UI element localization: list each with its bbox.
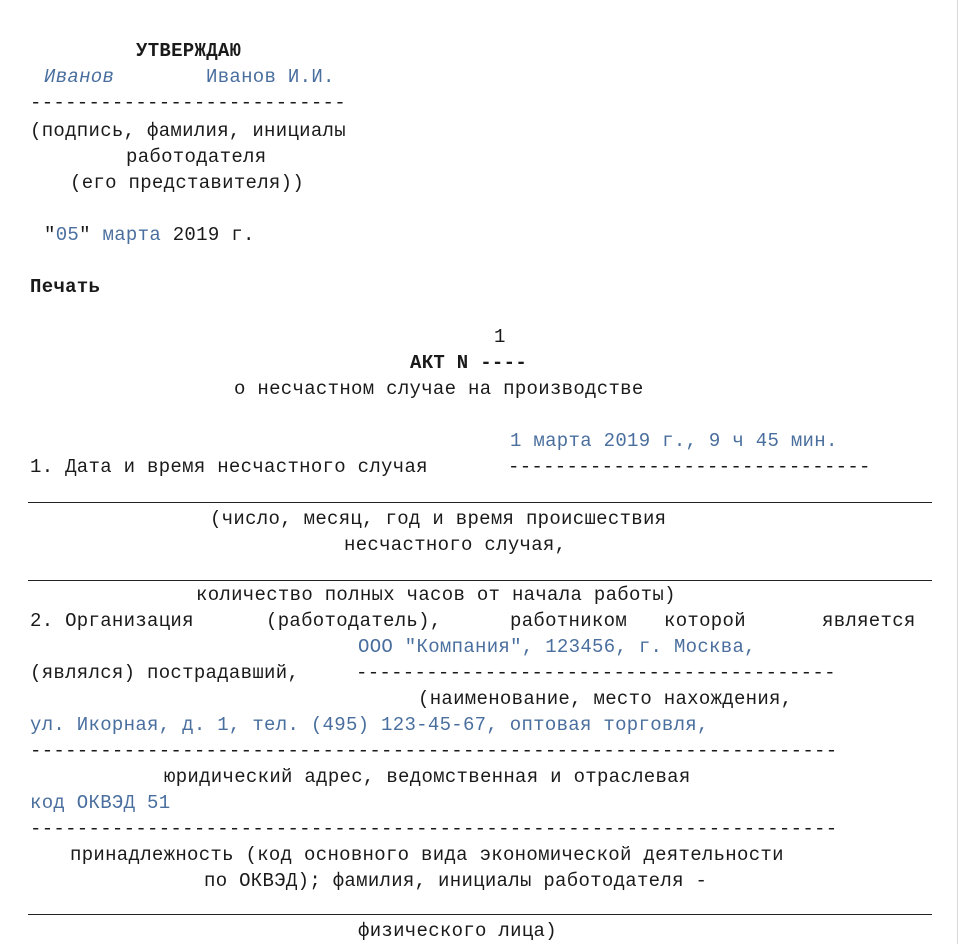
item2-label-word-5: является	[822, 610, 916, 632]
date-suffix: г.	[231, 224, 255, 246]
date-year: 2019	[172, 224, 220, 246]
item2-dashes-2: ---------------------------------------------------------------------	[30, 740, 838, 762]
act-title: АКТ N ----	[410, 352, 528, 374]
item2-rule	[28, 914, 932, 915]
approval-signature: Иванов	[44, 66, 115, 88]
approval-date	[44, 224, 255, 246]
date-close-quote: "	[79, 224, 91, 246]
approval-name: Иванов И.И.	[206, 66, 335, 88]
item2-dashes-3: ---------------------------------------------------------------------	[30, 818, 838, 840]
item2-label-word-3: работником	[510, 610, 628, 632]
item1-caption-line-2: несчастного случая,	[344, 534, 567, 556]
item1-rule-1	[28, 502, 932, 503]
item2-caption-line-3: принадлежность (код основного вида экономической деятельности	[70, 844, 784, 866]
item2-label-line-2: (являлся) пострадавший,	[30, 662, 300, 684]
item2-value-line-1: ООО "Компания", 123456, г. Москва,	[358, 636, 756, 658]
date-open-quote: "	[44, 224, 56, 246]
item2-label-word-1: 2. Организация	[30, 610, 194, 632]
item2-caption-line-5: физического лица)	[358, 920, 557, 942]
item1-rule-2	[28, 580, 932, 581]
item1-caption-line-1: (число, месяц, год и время происшествия	[210, 508, 667, 530]
date-day: 05	[55, 224, 80, 246]
act-form-number: 1	[494, 326, 506, 348]
approval-caption-line-1: (подпись, фамилия, инициалы	[30, 120, 346, 142]
item2-value-line-3: код ОКВЭД 51	[30, 792, 171, 814]
approval-caption-line-3: (его представителя))	[70, 172, 305, 194]
item2-value-line-2: ул. Икорная, д. 1, тел. (495) 123-45-67, оптовая торговля,	[30, 714, 709, 736]
approval-title: УТВЕРЖДАЮ	[136, 40, 242, 62]
stamp-label: Печать	[30, 276, 101, 298]
item1-caption-line-3: количество полных часов от начала работы)	[196, 584, 676, 606]
item2-caption-line-1: (наименование, место нахождения,	[418, 688, 793, 710]
date-month: марта	[102, 224, 162, 246]
act-subtitle: о несчастном случае на производстве	[234, 378, 644, 400]
item2-dashes-1: -----------------------------------------	[356, 662, 836, 684]
item2-caption-line-2: юридический адрес, ведомственная и отраслевая	[164, 766, 691, 788]
item1-label: 1. Дата и время несчастного случая	[30, 456, 428, 478]
approval-caption-line-2: работодателя	[126, 146, 267, 168]
item2-label-word-4: которой	[664, 610, 746, 632]
item1-value: 1 марта 2019 г., 9 ч 45 мин.	[510, 430, 838, 452]
item2-caption-line-4: по ОКВЭД); фамилия, инициалы работодателя -	[204, 870, 708, 892]
approval-signature-dashes: ---------------------------	[30, 92, 346, 114]
item2-label-word-2: (работодатель),	[266, 610, 442, 632]
item1-dashes: -------------------------------	[508, 456, 871, 478]
